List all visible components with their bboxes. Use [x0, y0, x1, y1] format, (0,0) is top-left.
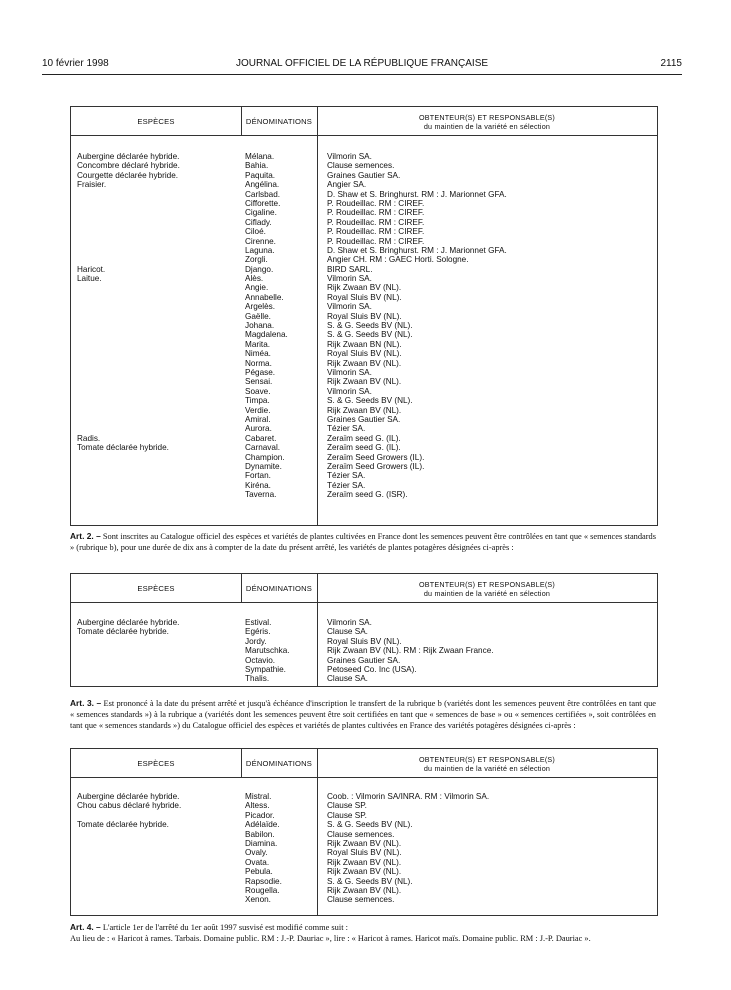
- cell-text: Johana.: [245, 321, 275, 331]
- cell-text: Angie.: [245, 283, 269, 293]
- cell-text: Egéris.: [245, 627, 271, 637]
- cell-text: Sympathie.: [245, 664, 286, 674]
- cell-text: Xenon.: [245, 895, 271, 905]
- cell-text: Clause SP.: [327, 810, 367, 820]
- column-divider: [241, 107, 242, 135]
- col-header-especes: ESPÈCES: [137, 584, 175, 593]
- cell-text: Argelès.: [245, 302, 276, 312]
- cell-text: Aubergine déclarée hybride.: [77, 792, 180, 801]
- cell-text: Thalis.: [245, 674, 270, 684]
- cell-text: Laitue.: [77, 274, 102, 284]
- obtenteurs-column: [327, 152, 507, 499]
- cell-text: Royal Sluis BV (NL).: [327, 636, 402, 646]
- cell-text: Carlsbad.: [245, 189, 281, 199]
- cell-text: Rijk Zwaan BN (NL).: [327, 339, 402, 349]
- header-date: 10 février 1998: [42, 58, 109, 69]
- cell-text: [77, 415, 180, 424]
- cell-text: Norma.: [245, 358, 272, 368]
- cell-text: Rijk Zwaan BV (NL).: [327, 377, 402, 387]
- header-page-number: 2115: [660, 58, 682, 69]
- cell-text: Rijk Zwaan BV (NL).: [327, 867, 402, 877]
- cell-text: [77, 406, 180, 415]
- cell-text: Estival.: [245, 618, 272, 627]
- cell-text: [77, 471, 180, 480]
- cell-text: [77, 199, 180, 208]
- cell-text: Paquita.: [245, 170, 276, 180]
- cell-text: [77, 218, 180, 227]
- cell-text: Royal Sluis BV (NL).: [327, 311, 402, 321]
- cell-text: Pégase.: [245, 367, 276, 377]
- cell-text: Ovaly.: [245, 848, 268, 858]
- cell-text: Django.: [245, 264, 274, 274]
- cell-text: Champion.: [245, 452, 285, 462]
- col-header-especes: ESPÈCES: [137, 117, 175, 126]
- cell-text: Amiral.: [245, 414, 271, 424]
- cell-text: Vilmorin SA.: [327, 618, 372, 627]
- cell-text: Coob. : Vilmorin SA/INRA. RM : Vilmorin SA.: [327, 792, 490, 801]
- header-title: JOURNAL OFFICIEL DE LA RÉPUBLIQUE FRANÇAISE: [235, 58, 489, 69]
- cell-text: Tomate déclarée hybride.: [77, 627, 169, 637]
- cell-text: S. & G. Seeds BV (NL).: [327, 396, 413, 406]
- cell-text: [77, 237, 180, 246]
- cell-text: Clause SA.: [327, 627, 368, 637]
- table-header: [71, 107, 657, 136]
- cell-text: Pebula.: [245, 867, 273, 877]
- cell-text: Zeraïm seed G. (ISR).: [327, 490, 408, 500]
- cell-text: Tézier SA.: [327, 480, 366, 490]
- cell-text: Tomate déclarée hybride.: [77, 443, 169, 453]
- cell-text: Vilmorin SA.: [327, 302, 372, 312]
- col-header-denominations: DÉNOMINATIONS: [245, 117, 313, 126]
- cell-text: Clause semences.: [327, 161, 395, 171]
- cell-text: [77, 349, 180, 358]
- cell-text: Royal Sluis BV (NL).: [327, 848, 402, 858]
- cell-text: Sensai.: [245, 377, 273, 387]
- cell-text: Angier SA.: [327, 180, 367, 190]
- cell-text: [77, 283, 180, 292]
- cell-text: Aubergine déclarée hybride.: [77, 618, 180, 627]
- cell-text: Graines Gautier SA.: [327, 655, 401, 665]
- column-divider: [241, 574, 242, 602]
- cell-text: Vilmorin SA.: [327, 152, 372, 161]
- especes-column: [77, 792, 181, 830]
- cell-text: Fraisier.: [77, 180, 107, 190]
- col-header-especes: ESPÈCES: [137, 759, 175, 768]
- cell-text: Zorgli.: [245, 255, 268, 265]
- cell-text: Carnaval.: [245, 443, 281, 453]
- cell-text: Clause SA.: [327, 674, 368, 684]
- cell-text: P. Roudeillac. RM : CIREF.: [327, 208, 425, 218]
- cell-text: [77, 499, 180, 508]
- cell-text: Vilmorin SA.: [327, 367, 372, 377]
- column-divider: [317, 107, 318, 525]
- col-header-obtenteur: OBTENTEUR(S) ET RESPONSABLE(S) du maintien de la variété en sélection: [418, 580, 556, 598]
- cell-text: P. Roudeillac. RM : CIREF.: [327, 217, 425, 227]
- cell-text: Angier CH. RM : GAEC Horti. Sologne.: [327, 255, 469, 265]
- denominations-column: [245, 792, 282, 905]
- cell-text: [77, 424, 180, 433]
- cell-text: Magdalena.: [245, 330, 288, 340]
- cell-text: Clause semences.: [327, 829, 395, 839]
- col-header-denominations: DÉNOMINATIONS: [245, 584, 313, 593]
- cell-text: Ovata.: [245, 857, 270, 867]
- cell-text: Rijk Zwaan BV (NL).: [327, 885, 402, 895]
- cell-text: Vilmorin SA.: [327, 274, 372, 284]
- cell-text: Concombre déclaré hybride.: [77, 161, 180, 171]
- especes-column: [77, 618, 179, 637]
- cell-text: Verdie.: [245, 405, 271, 415]
- cell-text: [77, 462, 180, 471]
- cell-text: Marita.: [245, 339, 271, 349]
- cell-text: Niméa.: [245, 349, 271, 359]
- cell-text: [77, 481, 180, 490]
- cell-text: Jordy.: [245, 636, 267, 646]
- cell-text: Kiréna.: [245, 480, 271, 490]
- cell-text: [77, 368, 180, 377]
- cell-text: Zeraïm seed G. (IL).: [327, 433, 401, 443]
- denominations-column: [245, 152, 288, 499]
- cell-text: Angélina.: [245, 180, 280, 190]
- cell-text: Tézier SA.: [327, 471, 366, 481]
- cell-text: Tomate déclarée hybride.: [77, 820, 169, 830]
- cell-text: [77, 377, 180, 386]
- cell-text: [77, 208, 180, 217]
- cell-text: [77, 255, 180, 264]
- cell-text: BIRD SARL.: [327, 264, 373, 274]
- cell-text: Aubergine déclarée hybride.: [77, 152, 180, 161]
- cell-text: [77, 190, 180, 199]
- cell-text: S. & G. Seeds BV (NL).: [327, 321, 413, 331]
- cell-text: Clause semences.: [327, 895, 395, 905]
- cell-text: [77, 227, 180, 236]
- especes-column: [77, 152, 180, 518]
- cell-text: S. & G. Seeds BV (NL).: [327, 330, 413, 340]
- cell-text: Petoseed Co. Inc (USA).: [327, 664, 417, 674]
- cell-text: Rijk Zwaan BV (NL).: [327, 405, 402, 415]
- cell-text: D. Shaw et S. Bringhurst. RM : J. Marionnet GFA.: [327, 189, 507, 199]
- cell-text: Rijk Zwaan BV (NL).: [327, 838, 402, 848]
- col-header-obtenteur: OBTENTEUR(S) ET RESPONSABLE(S) du maintien de la variété en sélection: [418, 113, 556, 131]
- column-divider: [317, 574, 318, 686]
- cell-text: Picador.: [245, 810, 275, 820]
- cell-text: Ciflady.: [245, 217, 272, 227]
- cell-text: Zeraïm Seed Growers (IL).: [327, 461, 425, 471]
- cell-text: Graines Gautier SA.: [327, 414, 401, 424]
- cell-text: S. & G. Seeds BV (NL).: [327, 876, 413, 886]
- table-header: [71, 749, 657, 778]
- cell-text: Mistral.: [245, 792, 272, 801]
- cell-text: [77, 509, 180, 518]
- cell-text: Soave.: [245, 386, 271, 396]
- cell-text: Cirenne.: [245, 236, 276, 246]
- cell-text: Taverna.: [245, 490, 277, 500]
- cell-text: Cabaret.: [245, 433, 277, 443]
- cell-text: Rijk Zwaan BV (NL). RM : Rijk Zwaan France.: [327, 646, 494, 656]
- cell-text: [77, 246, 180, 255]
- table-varieties-2: [70, 573, 658, 687]
- cell-text: Marutschka.: [245, 646, 290, 656]
- denominations-column: [245, 618, 290, 684]
- cell-text: [77, 359, 180, 368]
- table-varieties-1: [70, 106, 658, 526]
- article-4: Art. 4. – L'article 1er de l'arrêté du 1er août 1997 susvisé est modifié comme suit : Au lieu de : « Haricot à rames. Tarbais. Domaine public. RM : J.-P. Dauriac », lire : « Haricot à rames. Haricot maïs. Domaine public. RM : J.-P. Dauriac ».: [70, 922, 591, 943]
- cell-text: S. & G. Seeds BV (NL).: [327, 820, 413, 830]
- page-header: [42, 58, 682, 72]
- article-4-amendment: Au lieu de : « Haricot à rames. Tarbais. Domaine public. RM : J.-P. Dauriac », lire : « Haricot à rames. Haricot maïs. Domaine public. RM : J.-P. Dauriac ».: [70, 934, 591, 943]
- cell-text: Mélana.: [245, 152, 275, 161]
- cell-text: [77, 340, 180, 349]
- cell-text: Laguna.: [245, 245, 275, 255]
- cell-text: Dynamite.: [245, 461, 282, 471]
- cell-text: Haricot.: [77, 264, 106, 274]
- cell-text: Zeraïm Seed Growers (IL).: [327, 452, 425, 462]
- cell-text: [77, 387, 180, 396]
- article-3: Art. 3. – Est prononcé à la date du présent arrêté et jusqu'à échéance d'inscription le transfert de la rubrique b (variétés dont les semences peuvent être contrôlées en tant que « semences standards ») à la rubrique a (variétés dont les semences peuvent être soit certifiées en tant que « semences de base » ou « semences certifiées », soit contrôlées en tant que « semences standards ») du Catalogue officiel des espèces et variétés de plantes cultivées en France des variétés potagères désignées ci-après :: [70, 698, 656, 730]
- cell-text: Ciloé.: [245, 227, 266, 237]
- cell-text: Cifforette.: [245, 198, 281, 208]
- cell-text: Rougella.: [245, 885, 280, 895]
- cell-text: Tézier SA.: [327, 424, 366, 434]
- cell-text: Vilmorin SA.: [327, 386, 372, 396]
- cell-text: [77, 293, 180, 302]
- cell-text: [77, 453, 180, 462]
- cell-text: Graines Gautier SA.: [327, 170, 401, 180]
- cell-text: Radis.: [77, 433, 101, 443]
- header-rule: [42, 74, 682, 75]
- cell-text: D. Shaw et S. Bringhurst. RM : J. Marionnet GFA.: [327, 245, 507, 255]
- article-2: Art. 2. – Sont inscrites au Catalogue officiel des espèces et variétés de plantes cultivées en France dont les semences peuvent être contrôlées en tant que « semences standards » (rubrique b), pour une durée de dix ans à compter de la date du présent arrêté, les variétés de plantes potagères désignées ci-après :: [70, 531, 656, 552]
- cell-text: Octavio.: [245, 655, 276, 665]
- col-header-denominations: DÉNOMINATIONS: [245, 759, 313, 768]
- cell-text: Bahia.: [245, 161, 269, 171]
- cell-text: P. Roudeillac. RM : CIREF.: [327, 236, 425, 246]
- cell-text: Adélaïde.: [245, 820, 280, 830]
- cell-text: Rijk Zwaan BV (NL).: [327, 857, 402, 867]
- cell-text: Gaëlle.: [245, 311, 271, 321]
- column-divider: [241, 749, 242, 777]
- cell-text: [77, 490, 180, 499]
- cell-text: Rapsodie.: [245, 876, 282, 886]
- cell-text: [77, 302, 180, 311]
- cell-text: Cigaline.: [245, 208, 277, 218]
- cell-text: Rijk Zwaan BV (NL).: [327, 283, 402, 293]
- cell-text: Royal Sluis BV (NL).: [327, 292, 402, 302]
- cell-text: Rijk Zwaan BV (NL).: [327, 358, 402, 368]
- cell-text: Chou cabus déclaré hybride.: [77, 801, 182, 811]
- cell-text: Courgette déclarée hybride.: [77, 170, 179, 180]
- table-varieties-3: [70, 748, 658, 916]
- cell-text: Altess.: [245, 801, 270, 811]
- cell-text: [77, 330, 180, 339]
- obtenteurs-column: [327, 618, 494, 684]
- cell-text: Annabelle.: [245, 292, 284, 302]
- cell-text: Babilon.: [245, 829, 275, 839]
- cell-text: Fortan.: [245, 471, 271, 481]
- obtenteurs-column: [327, 792, 489, 905]
- cell-text: [77, 321, 180, 330]
- cell-text: [77, 396, 180, 405]
- cell-text: Clause SP.: [327, 801, 367, 811]
- cell-text: Diamina.: [245, 838, 278, 848]
- cell-text: P. Roudeillac. RM : CIREF.: [327, 198, 425, 208]
- cell-text: P. Roudeillac. RM : CIREF.: [327, 227, 425, 237]
- cell-text: Alès.: [245, 274, 264, 284]
- table-header: [71, 574, 657, 603]
- cell-text: Timpa.: [245, 396, 270, 406]
- cell-text: Aurora.: [245, 424, 272, 434]
- column-divider: [317, 749, 318, 915]
- cell-text: Royal Sluis BV (NL).: [327, 349, 402, 359]
- cell-text: [77, 811, 181, 820]
- cell-text: [77, 312, 180, 321]
- col-header-obtenteur: OBTENTEUR(S) ET RESPONSABLE(S) du maintien de la variété en sélection: [418, 755, 556, 773]
- cell-text: Zeraïm seed G. (IL).: [327, 443, 401, 453]
